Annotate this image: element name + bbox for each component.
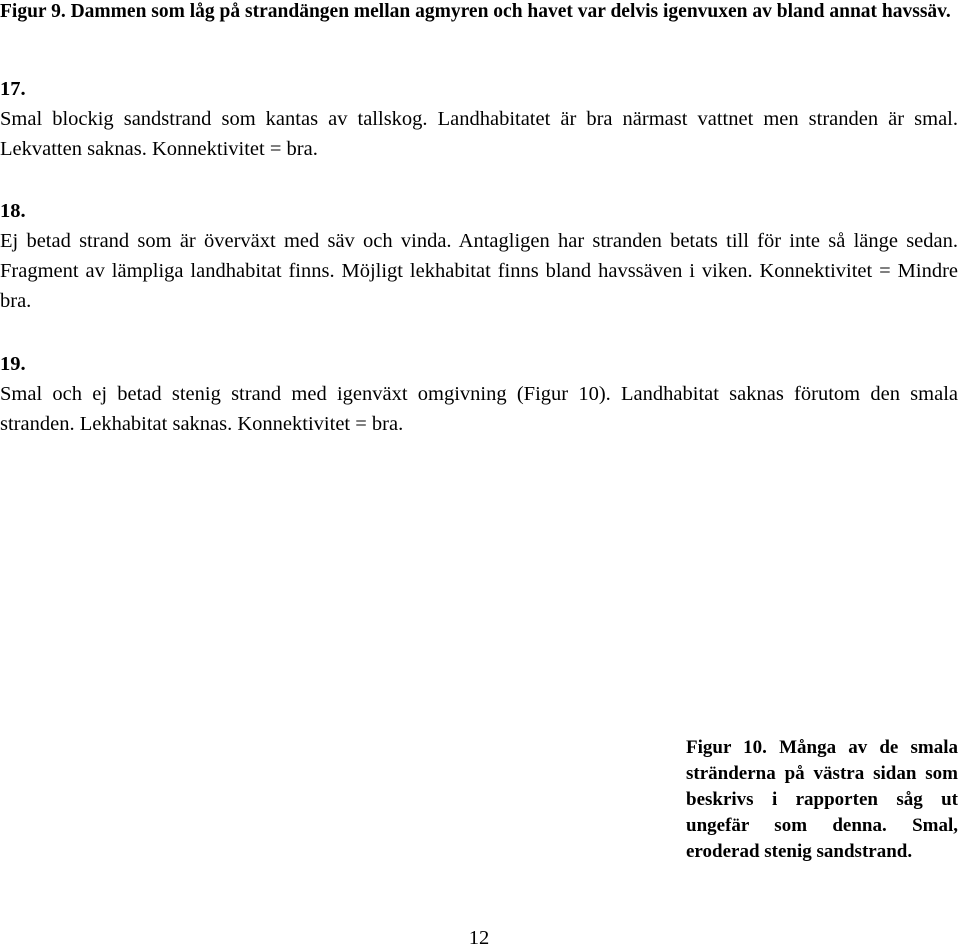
section-number: 18. [0,200,26,222]
section-19 [0,349,958,439]
section-number: 19. [0,353,26,375]
section-text: Smal och ej betad stenig strand med igenväxt omgivning (Figur 10). Landhabitat saknas förutom den smala stranden. Lekhabitat saknas. Konnektivitet = bra. [0,383,958,435]
figure-9-caption: Figur 9. Dammen som låg på strandängen mellan agmyren och havet var delvis igenvuxen av bland annat havssäv. [0,1,951,22]
section-number: 17. [0,78,26,100]
figure-10-image-area [0,454,670,754]
figure-10-caption: Figur 10. Många av de smala stränderna på västra sidan som beskrivs i rapporten såg ut ungefär som denna. Smal, eroderad stenig sandstrand. [686,737,958,862]
section-17 [0,74,958,164]
page-number: 12 [468,927,490,949]
section-text: Ej betad strand som är överväxt med säv och vinda. Antagligen har stranden betats till för inte så länge sedan. Fragment av lämpliga landhabitat finns. Möjligt lekhabitat finns bland havssäven i viken. Konnektivitet = Mindre bra. [0,230,958,312]
section-18 [0,196,958,316]
section-text: Smal blockig sandstrand som kantas av tallskog. Landhabitatet är bra närmast vattnet men stranden är smal. Lekvatten saknas. Konnektivitet = bra. [0,108,958,160]
